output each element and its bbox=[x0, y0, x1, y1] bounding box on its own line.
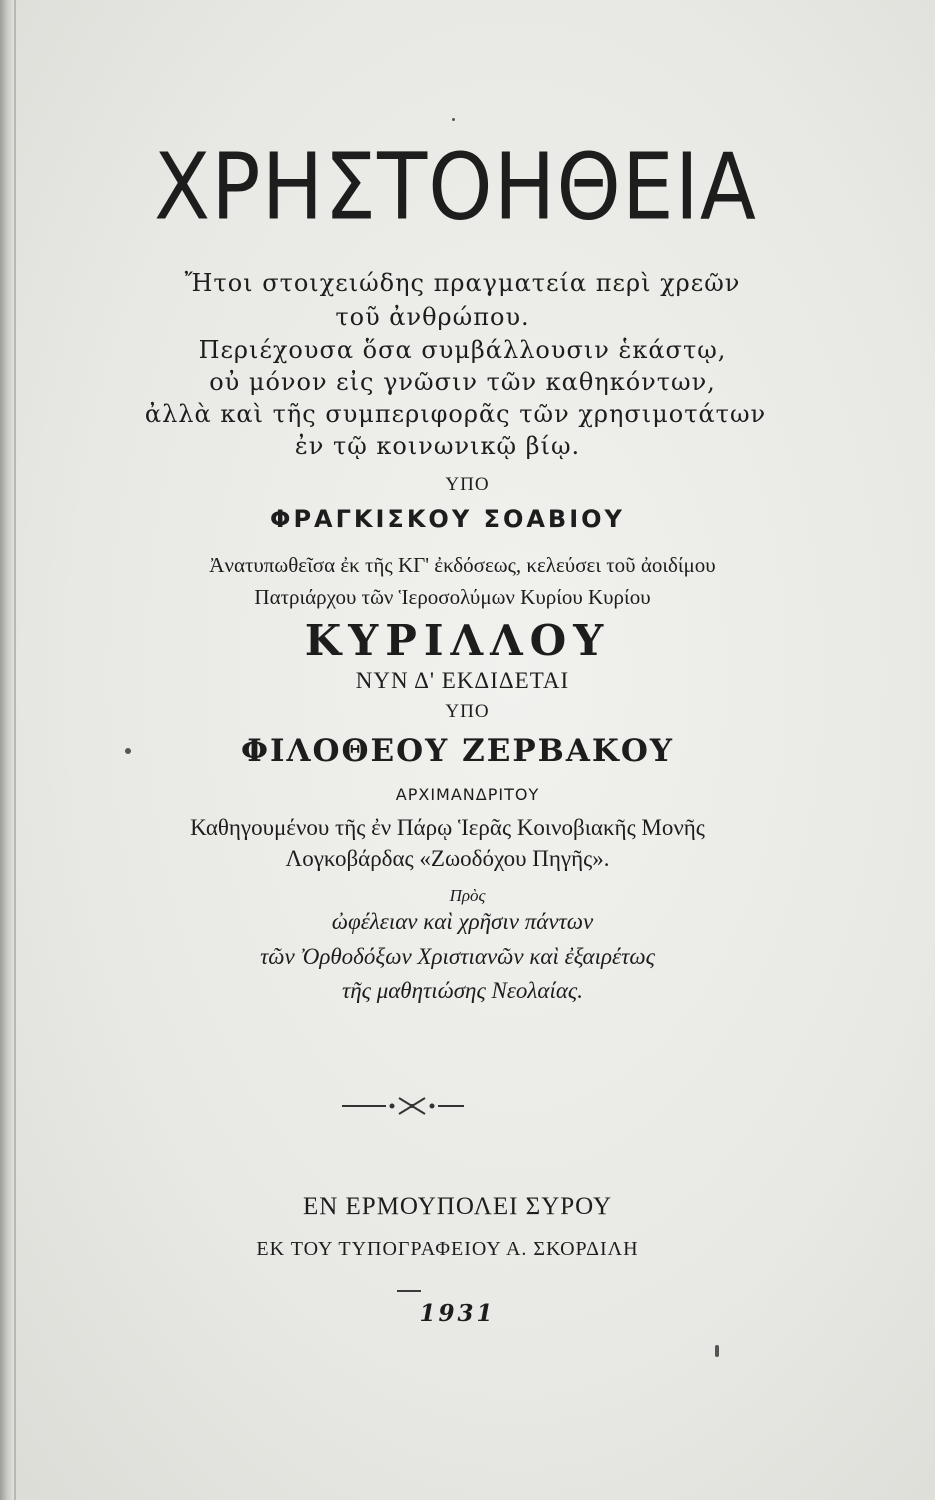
by-label-1: ΥΠΟ bbox=[445, 474, 490, 495]
by-label-2: ΥΠΟ bbox=[445, 701, 490, 722]
reprint-line-1: Ἀνατυπωθεῖσα ἐκ τῆς ΚΓ' ἐκδόσεως, κελεύσει τοῦ ἀοιδίμου bbox=[209, 553, 716, 577]
ornament-divider-icon bbox=[342, 1092, 482, 1120]
description-line-1: Ἤτοι στοιχειώδης πραγματεία περὶ χρεῶν bbox=[184, 269, 741, 297]
description-line-5: ἀλλὰ καὶ τῆς συμπεριφορᾶς τῶν χρησιμοτάτων bbox=[144, 400, 767, 428]
now-published-label: ΝΥΝ Δ' ΕΚΔΙΔΕΤΑΙ bbox=[355, 668, 570, 693]
editor-name: ΦΙΛΟΘΕΟΥ ΖΕΡΒΑΚΟΥ bbox=[240, 733, 675, 769]
dedication-line-2: τῶν Ὀρθοδόξων Χριστιανῶν καὶ ἐξαιρέτως bbox=[260, 944, 655, 969]
description-line-4: οὐ μόνον εἰς γνῶσιν τῶν καθηκόντων, bbox=[209, 368, 716, 396]
print-speck bbox=[125, 748, 131, 754]
description-line-3: Περιέχουσα ὅσα συμβάλλουσιν ἑκάστῳ, bbox=[198, 336, 727, 364]
print-speck bbox=[452, 118, 455, 121]
abbot-line-1: Καθηγουμένου τῆς ἐν Πάρῳ Ἱερᾶς Κοινοβιακῆς Μονῆς bbox=[190, 815, 705, 840]
dedication-line-3: τῆς μαθητιώσης Νεολαίας. bbox=[341, 978, 584, 1003]
publication-year: 1931 bbox=[419, 1300, 496, 1327]
reprint-line-2: Πατριάρχου τῶν Ἱεροσολύμων Κυρίου Κυρίου bbox=[254, 585, 651, 609]
dedication-line-1: ὠφέλειαν καὶ χρῆσιν πάντων bbox=[331, 909, 594, 934]
author-name: ΦΡΑΓΚΙΣΚΟΥ ΣΟΑΒΙΟΥ bbox=[270, 505, 625, 533]
patriarch-name: ΚΥΡΙΛΛΟΥ bbox=[304, 616, 611, 665]
book-title: ΧΡΗΣΤΟΗΘΕΙΑ bbox=[153, 134, 758, 241]
imprint-printer: ΕΚ ΤΟΥ ΤΥΠΟΓΡΑΦΕΙΟΥ Α. ΣΚΟΡΔΙΛΗ bbox=[256, 1238, 639, 1260]
description-line-6: ἐν τῷ κοινωνικῷ βίῳ. bbox=[294, 432, 581, 460]
editor-rank: ΑΡΧΙΜΑΝΔΡΙΤΟΥ bbox=[395, 785, 540, 804]
imprint-place: ΕΝ ΕΡΜΟΥΠΟΛΕΙ ΣΥΡΟΥ bbox=[302, 1193, 613, 1220]
year-separator bbox=[397, 1290, 421, 1292]
abbot-line-2: Λογκοβάρδας «Ζωοδόχου Πηγῆς». bbox=[285, 846, 610, 871]
description-line-2: τοῦ ἀνθρώπου. bbox=[335, 303, 530, 331]
pros-label: Πρὸς bbox=[449, 886, 486, 905]
print-speck bbox=[715, 1345, 719, 1357]
